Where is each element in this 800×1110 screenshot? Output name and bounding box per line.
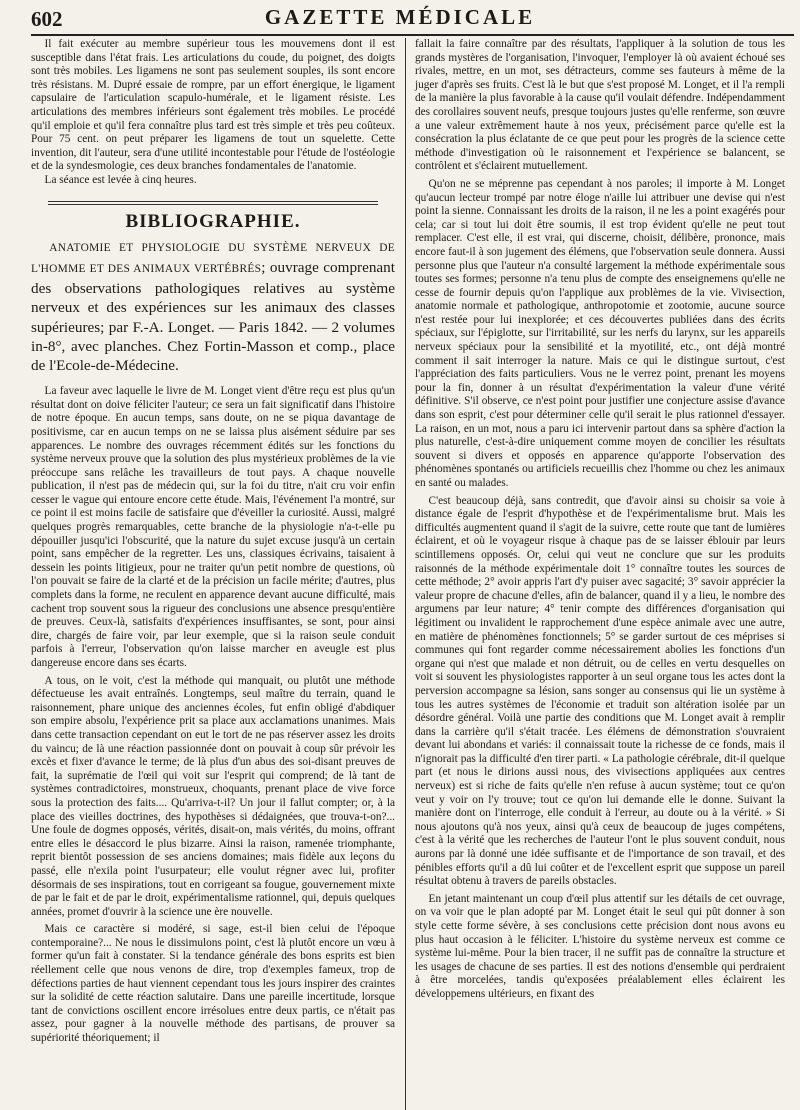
article-paragraph: En jetant maintenant un coup d'œil plus attentif sur les détails de cet ouvrage, on va voir que le plan adopté par M. Longet était le seul qui pût donner à son style cette forme sévère, à ses conclusions cette précision dont nous avons eu plus haut occasion à le féliciter. L'histoire du système nerveux est comme ce système lui-même. Pour la bien tracer, il ne suffit pas de connaître la structure et les usages de chacune de ses parties. Il est des notions d'ensemble qui perdraient à être morcelées, tandis qu'exposées préalablement elles éclairent les développemens ultérieurs, en fixant des [415,892,785,1000]
reviewed-work-citation [31,237,395,375]
article-paragraph: Il fait exécuter au membre supérieur tous les mouvemens dont il est susceptible dans l'état frais. Les articulations du coude, du poignet, des doigts sont très mobiles. Les ligamens ne sont pas seulement souples, ils sont encore très résistans. M. Dupré essaie de rompre, par un effort énergique, le ligament capsulaire de l'articulation scapulo-humérale, et le ligament résiste. Les articulations des membres inférieurs sont également très mobiles. Le procédé qu'il emploie et qu'il fera connaître plus tard est très simple et très peu coûteux. Pour 75 cent. on peut préparer les ligamens de tout un squelette. Cette invention, dit l'auteur, sera d'une utilité incontestable pour l'étude de l'ostéologie et de la syndesmologie, ces deux branches fondamentales de l'anatomie. [31,38,395,173]
page-number: 602 [31,7,63,31]
header-rule [31,34,794,36]
page-header [0,0,800,30]
article-paragraph: Qu'on ne se méprenne pas cependant à nos paroles; il importe à M. Longet qu'aucun lecteur trompé par notre éloge n'aille lui attribuer une devise qui n'est point la sienne. Connaissant les droits de la raison, il ne les a point exagérés pour cela; car si tout lui doit être soumis, il est trop évident qu'elle ne peut tout remplacer. C'est elle, il est vrai, qui discerne, choisit, délibère, prononce, mais encore faut-il à son jugement des élémens, que l'observation seule donnera. Aussi personne plus que l'auteur n'a consulté largement la méthode expérimentale sous toutes ses formes; personne n'a tenu plus de compte des enseignemens qu'elle ne cesse de fournir depuis qu'on l'applique aux problèmes de la vie. Vivisection, anatomie normale et pathologique, anthropotomie et zootomie, aucune source n'est restée pour lui inexplorée; et ces découvertes publiées dans des écrits spéciaux, sur l'épiglotte, sur l'irritabilité, sur les nerfs du larynx, sur les appareils nerveux spéciaux pour la sensibilité et la myotilité, etc., ont déjà montré comment il sait interroger la nature. Mais ce qui le distingue surtout, c'est l'appréciation des faits particuliers. Vous ne le verrez point, prenant les moyens pour la fin, donner à un résultat d'expérimentation la valeur d'une vérité définitive. S'il observe, ce n'est point pour justifier une conjecture assise d'avance dans son esprit, c'est pour déterminer celle qu'il serait le plus rationnel d'essayer. La raison, en un mot, nous a paru ici intervenir partout dans sa sphère d'action la plus naturelle, c'est-à-dire uniquement comme moyen de concilier les résultats souvent si divers et opposés en apparence qu'apporte l'observation des phénomènes spontanés ou artificiels recueillis chez l'homme ou chez les animaux en santé ou malades. [415,177,785,489]
article-paragraph: C'est beaucoup déjà, sans contredit, que d'avoir ainsi su choisir sa voie à distance égale de l'esprit d'hypothèse et de l'expérimentalisme brut. Mais les difficultés augmentent quand il s'agit de la suivre, cette route que tant de lumières éclairent, et où le voyageur risque à chaque pas de se laisser éblouir par leurs scintillemens opposés. Or, celui qui veut ne conclure que sur les produits raisonnés de la méthode expérimentale doit 1° connaître toutes les sources de cette méthode; 2° avoir appris l'art d'y puiser avec sagacité; 3° savoir apprécier la valeur propre de chacune d'elles, afin de balancer, quand il y a lieu, le nombre des argumens par leur nature; 4° tenir compte des différences d'organisation qui légitiment ou invalident le rapprochement d'une espèce animale avec une autre, en matière de phénomènes fonctionnels; 5° se garder surtout de ces méprises si communes qui font regarder comme nécessairement abolies les fonctions d'un organe qui n'est que malade et non détruit, ou de celles en vertu desquelles on voit si souvent les physiologistes rapporter à un seul organe tous les actes dont la perversion accompagne sa lésion, sans songer au consensus qui lie un système à tous les autres systèmes de l'économie et traduit son altération isolée par un désordre général. Voilà une partie des conditions que M. Longet avait à remplir dans la carrière qu'il s'était tracée. Les élémens de démonstration s'ouvraient devant lui abondans et variés: il connaissait toute la richesse de ce fonds, mais il n'ignorait pas la difficulté d'en tirer parti. « La pathologie cérébrale, dit-il quelque part (et nous le dirions aussi nous, des vivisections appliquées aux centres nerveux) est si riche de faits qu'elle n'en refuse à aucun système; tout ce qu'on veut y voir on l'y trouve; tout ce qu'on lui demande elle le donne. Suivant la manière dont on l'interroge, elle conduit à l'erreur, au doute ou à la vérité. » Si nous ajoutons qu'à nos yeux, ainsi qu'à ceux de beaucoup de juges compétens, c'est à la vérité que les recherches de l'auteur l'ont le plus souvent conduit, nous aurons par là donné une idée suffisante et de l'importance de son travail, et des pénibles efforts qu'il a dû lui coûter et de l'excellent esprit que suppose un pareil résultat obtenu à travers de pareils obstacles. [415,494,785,888]
left-column [31,38,395,1046]
article-paragraph: fallait la faire connaître par des résultats, l'appliquer à la solution de tous les grands mystères de l'organisation, l'invoquer, l'employer là où avaient échoué ses rivales, mettre, en un mot, ses détracteurs, comme ses fauteurs à même de la juger d'après ses fruits. C'est là le but que s'est proposé M. Longet, et il l'a rempli de la manière la plus favorable à la cause qu'il voulait défendre. Indépendamment des corollaires souvent neufs, presque toujours justes qu'elle renferme, son œuvre a une valeur extrêmement haute à nos yeux, précisément parce qu'elle est la consécration la plus éclatante de ce que peut pour les progrès de la science cette méthode d'investigation où le raisonnement et l'expérience se balancent, se contrôlent et s'éclairent mutuellement. [415,38,785,173]
column-divider [405,38,406,1110]
work-title-caps: ANATOMIE ET PHYSIOLOGIE DU SYSTÈME NERVEUX DE L'HOMME ET DES ANIMAUX VERTÉBRÉS [31,241,395,275]
section-title: BIBLIOGRAPHIE. [125,211,301,233]
work-details: ; ouvrage comprenant des observations pathologiques relatives au système nerveux et des expériences sur les animaux des classes supérieures; par F.-A. Longet. — Paris 1842. — 2 volumes in-8°, avec planches. Chez Fortin-Masson et comp., place de l'Ecole-de-Médecine. [31,258,395,374]
article-paragraph: La séance est levée à cinq heures. [44,173,197,186]
right-column [415,38,785,1002]
article-paragraph: A tous, on le voit, c'est la méthode qui manquait, ou plutôt une méthode défectueuse les avait entraînés. Longtemps, seul maître du terrain, quand le raisonnement, phare unique des anciennes écoles, fut enfin obligé d'abdiquer son empire absolu, l'expérience prit sa place aux acclamations unanimes. Mais dans cette transaction cependant on eut le tort de ne pas réserver assez les droits du vaincu; de là une réaction passionnée dont on pouvait à coup sûr prévoir les excès et fixer d'avance le terme; de là plus d'un abus des soi-disant preuves de fait, la suprématie de l'œil qui voit sur l'esprit qui comprend; de là tant de systèmes contradictoires, monstrueux, choquants, prenant place de vive force sous la protection des faits.... Qu'arriva-t-il? Un jour il fallut compter; or, à la place des vieilles doctrines, des hypothèses si dédaignées, que trouva-t-on?... Une foule de dogmes opposés, vérités, disait-on, mais vérités, du moins, offrant entre elles le désaccord le plus bizarre. Ainsi la raison, ramenée triomphante, reprit bientôt possession de ses anciens domaines; mais fidèle aux leçons du passé, elle n'exila point l'usurpateur; elle voulut régner avec lui, profiter désormais de ses inspirations, tout en corrigeant sa fougue, gouvernement mixte de par le fait et de par le droit, expérimentalisme rationnel, qui, depuis quelques années, promet d'ouvrir à la science une ère nouvelle. [31,674,395,918]
masthead-title: GAZETTE MÉDICALE [264,5,536,29]
section-separator [31,196,395,210]
article-paragraph: La faveur avec laquelle le livre de M. Longet vient d'être reçu est plus qu'un résultat dont on doive féliciter l'auteur; ce sera un fait significatif dans l'histoire de notre époque. En aucun temps, sans doute, on ne se piqua davantage de positivisme, car en aucun temps on ne se laissa plus aisément séduire par ses apparences. Le nombre des ouvrages récemment édités sur les fonctions du système nerveux prouve que la solution des plus mystérieux problèmes de la vie préoccupe sans relâche les travailleurs de tout pays. A chaque nouvelle publication, il n'est pas de médecin qui, sur la foi du titre, n'ait cru voir enfin cesser le vague qui entoure encore cette étude. Mais, l'événement l'a montré, sur ce point il est moins facile de satisfaire que d'éveiller la curiosité. Aussi, malgré quelques progrès remarquables, cette branche de la physiologie n'a-t-elle pu dépouiller jusqu'ici l'obscurité, que la nature du sujet excuse jusqu'à un certain point, sans empêcher de la regretter. Les uns, classiques écrivains, taisaient à dessein les points litigieux, pour ne traiter qu'un petit nombre de questions, où l'on pouvait se faire de la clarté et de la précision un facile mérite; d'autres, plus complets dans la forme, ne reculent en apparence devant aucune difficulté, mais cachent trop souvent sous la rigueur des conclusions une absence presqu'entière de preuves. Ceux-là, satisfaits d'expériences insuffisantes, se sont, pour ainsi dire, chargés de faire voir, par leur exemple, que si la raison seule conduit parfois à l'erreur, l'observation qu'on laisse marcher en aveugle est plus dangereuse encore dans ses écarts. [31,385,395,670]
article-paragraph: Mais ce caractère si modéré, si sage, est-il bien celui de l'époque contemporaine?... Ne nous le dissimulons point, c'est là plutôt encore un vœu à former qu'un fait à constater. Si la tendance générale des bons esprits est bien réellement celle que nous venons de dire, trop d'exemples fameux, trop de défections parties de haut viennent cependant tous les jours inspirer des craintes sur la solidité de cette réaction salutaire. Dans une pareille incertitude, lorsque tant de convictions oscillent encore irrésolues entre deux partis, ce n'était pas assez, pour gagner à la nouvelle méthode des partisans, de prouver sa supériorité théoriquement; il [31,923,395,1045]
